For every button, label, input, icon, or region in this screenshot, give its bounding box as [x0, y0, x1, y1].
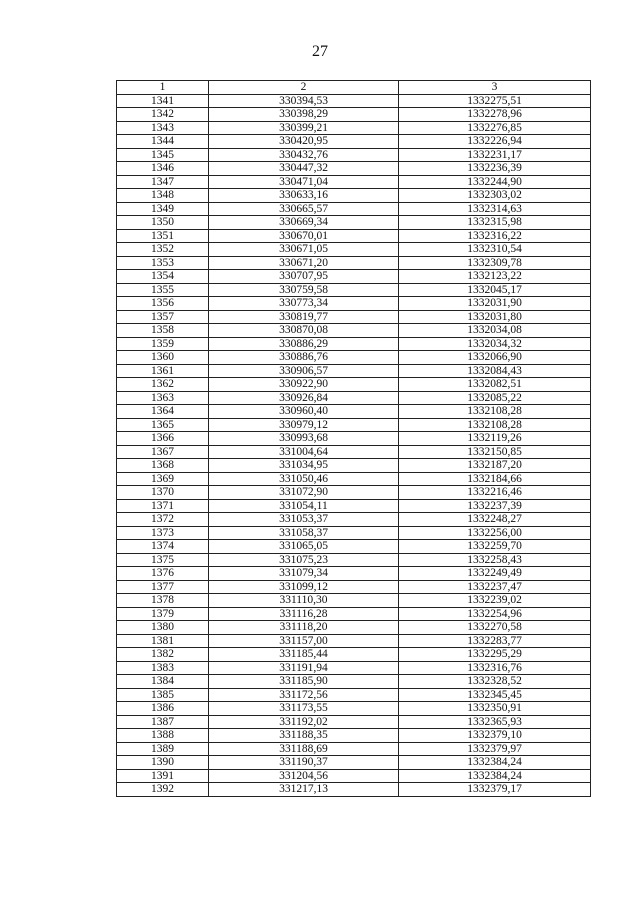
point-number-cell: 1388 — [117, 729, 209, 743]
y-coordinate-cell: 1332031,90 — [399, 297, 591, 311]
table-row — [117, 634, 591, 648]
y-coordinate-cell: 1332283,77 — [399, 634, 591, 648]
table-row — [117, 243, 591, 257]
table-row — [117, 432, 591, 446]
y-coordinate-cell: 1332034,32 — [399, 337, 591, 351]
point-number-cell: 1363 — [117, 391, 209, 405]
y-coordinate-cell: 1332303,02 — [399, 189, 591, 203]
point-number-cell: 1392 — [117, 783, 209, 797]
table-row — [117, 729, 591, 743]
table-row — [117, 621, 591, 635]
table-row — [117, 648, 591, 662]
point-number-cell: 1342 — [117, 108, 209, 122]
table-row — [117, 688, 591, 702]
y-coordinate-cell: 1332082,51 — [399, 378, 591, 392]
y-coordinate-cell: 1332231,17 — [399, 148, 591, 162]
table-header-row — [117, 81, 591, 95]
x-coordinate-cell: 331116,28 — [209, 607, 399, 621]
point-number-cell: 1376 — [117, 567, 209, 581]
table-row — [117, 175, 591, 189]
table-row — [117, 297, 591, 311]
point-number-cell: 1369 — [117, 472, 209, 486]
table-row — [117, 148, 591, 162]
table-row — [117, 553, 591, 567]
point-number-cell: 1355 — [117, 283, 209, 297]
x-coordinate-cell: 330665,57 — [209, 202, 399, 216]
point-number-cell: 1354 — [117, 270, 209, 284]
point-number-cell: 1390 — [117, 756, 209, 770]
point-number-cell: 1377 — [117, 580, 209, 594]
table-row — [117, 459, 591, 473]
table-row — [117, 283, 591, 297]
column-header-1: 1 — [117, 81, 209, 95]
y-coordinate-cell: 1332258,43 — [399, 553, 591, 567]
coordinates-table — [116, 80, 591, 797]
point-number-cell: 1344 — [117, 135, 209, 149]
table-row — [117, 324, 591, 338]
x-coordinate-cell: 331217,13 — [209, 783, 399, 797]
x-coordinate-cell: 330420,95 — [209, 135, 399, 149]
point-number-cell: 1343 — [117, 121, 209, 135]
table-row — [117, 418, 591, 432]
y-coordinate-cell: 1332184,66 — [399, 472, 591, 486]
point-number-cell: 1364 — [117, 405, 209, 419]
y-coordinate-cell: 1332278,96 — [399, 108, 591, 122]
y-coordinate-cell: 1332316,22 — [399, 229, 591, 243]
x-coordinate-cell: 330922,90 — [209, 378, 399, 392]
point-number-cell: 1372 — [117, 513, 209, 527]
x-coordinate-cell: 330399,21 — [209, 121, 399, 135]
point-number-cell: 1375 — [117, 553, 209, 567]
table-row — [117, 567, 591, 581]
table-row — [117, 162, 591, 176]
table-row — [117, 351, 591, 365]
point-number-cell: 1361 — [117, 364, 209, 378]
table-row — [117, 769, 591, 783]
point-number-cell: 1385 — [117, 688, 209, 702]
x-coordinate-cell: 331173,55 — [209, 702, 399, 716]
point-number-cell: 1367 — [117, 445, 209, 459]
x-coordinate-cell: 330759,58 — [209, 283, 399, 297]
table-row — [117, 337, 591, 351]
x-coordinate-cell: 330671,05 — [209, 243, 399, 257]
table-row — [117, 405, 591, 419]
table-body — [117, 94, 591, 796]
point-number-cell: 1382 — [117, 648, 209, 662]
table-row — [117, 189, 591, 203]
point-number-cell: 1341 — [117, 94, 209, 108]
x-coordinate-cell: 330669,34 — [209, 216, 399, 230]
column-header-2: 2 — [209, 81, 399, 95]
x-coordinate-cell: 331075,23 — [209, 553, 399, 567]
y-coordinate-cell: 1332315,98 — [399, 216, 591, 230]
x-coordinate-cell: 331034,95 — [209, 459, 399, 473]
page-number: 27 — [312, 43, 328, 60]
y-coordinate-cell: 1332084,43 — [399, 364, 591, 378]
table-row — [117, 715, 591, 729]
table-row — [117, 526, 591, 540]
x-coordinate-cell: 331110,30 — [209, 594, 399, 608]
y-coordinate-cell: 1332034,08 — [399, 324, 591, 338]
table-row — [117, 270, 591, 284]
y-coordinate-cell: 1332379,17 — [399, 783, 591, 797]
x-coordinate-cell: 330926,84 — [209, 391, 399, 405]
y-coordinate-cell: 1332150,85 — [399, 445, 591, 459]
point-number-cell: 1370 — [117, 486, 209, 500]
y-coordinate-cell: 1332384,24 — [399, 756, 591, 770]
x-coordinate-cell: 330707,95 — [209, 270, 399, 284]
y-coordinate-cell: 1332237,47 — [399, 580, 591, 594]
point-number-cell: 1380 — [117, 621, 209, 635]
point-number-cell: 1352 — [117, 243, 209, 257]
x-coordinate-cell: 330671,20 — [209, 256, 399, 270]
y-coordinate-cell: 1332384,24 — [399, 769, 591, 783]
point-number-cell: 1371 — [117, 499, 209, 513]
point-number-cell: 1373 — [117, 526, 209, 540]
y-coordinate-cell: 1332226,94 — [399, 135, 591, 149]
x-coordinate-cell: 330886,29 — [209, 337, 399, 351]
y-coordinate-cell: 1332244,90 — [399, 175, 591, 189]
x-coordinate-cell: 331188,35 — [209, 729, 399, 743]
point-number-cell: 1350 — [117, 216, 209, 230]
point-number-cell: 1381 — [117, 634, 209, 648]
point-number-cell: 1387 — [117, 715, 209, 729]
y-coordinate-cell: 1332270,58 — [399, 621, 591, 635]
x-coordinate-cell: 330471,04 — [209, 175, 399, 189]
table-row — [117, 594, 591, 608]
point-number-cell: 1383 — [117, 661, 209, 675]
point-number-cell: 1348 — [117, 189, 209, 203]
y-coordinate-cell: 1332379,10 — [399, 729, 591, 743]
point-number-cell: 1345 — [117, 148, 209, 162]
table-row — [117, 742, 591, 756]
point-number-cell: 1391 — [117, 769, 209, 783]
x-coordinate-cell: 331192,02 — [209, 715, 399, 729]
y-coordinate-cell: 1332276,85 — [399, 121, 591, 135]
x-coordinate-cell: 331204,56 — [209, 769, 399, 783]
y-coordinate-cell: 1332123,22 — [399, 270, 591, 284]
point-number-cell: 1378 — [117, 594, 209, 608]
column-header-3: 3 — [399, 81, 591, 95]
y-coordinate-cell: 1332259,70 — [399, 540, 591, 554]
y-coordinate-cell: 1332237,39 — [399, 499, 591, 513]
y-coordinate-cell: 1332314,63 — [399, 202, 591, 216]
y-coordinate-cell: 1332108,28 — [399, 405, 591, 419]
x-coordinate-cell: 331050,46 — [209, 472, 399, 486]
y-coordinate-cell: 1332119,26 — [399, 432, 591, 446]
y-coordinate-cell: 1332085,22 — [399, 391, 591, 405]
point-number-cell: 1362 — [117, 378, 209, 392]
point-number-cell: 1358 — [117, 324, 209, 338]
table-row — [117, 94, 591, 108]
table-row — [117, 607, 591, 621]
x-coordinate-cell: 330886,76 — [209, 351, 399, 365]
table-row — [117, 756, 591, 770]
y-coordinate-cell: 1332066,90 — [399, 351, 591, 365]
point-number-cell: 1379 — [117, 607, 209, 621]
y-coordinate-cell: 1332350,91 — [399, 702, 591, 716]
table-row — [117, 472, 591, 486]
x-coordinate-cell: 330447,32 — [209, 162, 399, 176]
table-row — [117, 702, 591, 716]
point-number-cell: 1386 — [117, 702, 209, 716]
x-coordinate-cell: 330773,34 — [209, 297, 399, 311]
y-coordinate-cell: 1332108,28 — [399, 418, 591, 432]
x-coordinate-cell: 331188,69 — [209, 742, 399, 756]
x-coordinate-cell: 331099,12 — [209, 580, 399, 594]
y-coordinate-cell: 1332379,97 — [399, 742, 591, 756]
x-coordinate-cell: 331079,34 — [209, 567, 399, 581]
y-coordinate-cell: 1332216,46 — [399, 486, 591, 500]
x-coordinate-cell: 331053,37 — [209, 513, 399, 527]
point-number-cell: 1384 — [117, 675, 209, 689]
table-row — [117, 486, 591, 500]
y-coordinate-cell: 1332249,49 — [399, 567, 591, 581]
x-coordinate-cell: 331157,00 — [209, 634, 399, 648]
table-row — [117, 229, 591, 243]
x-coordinate-cell: 331004,64 — [209, 445, 399, 459]
x-coordinate-cell: 330633,16 — [209, 189, 399, 203]
table-row — [117, 580, 591, 594]
point-number-cell: 1368 — [117, 459, 209, 473]
y-coordinate-cell: 1332328,52 — [399, 675, 591, 689]
y-coordinate-cell: 1332310,54 — [399, 243, 591, 257]
table-row — [117, 121, 591, 135]
y-coordinate-cell: 1332256,00 — [399, 526, 591, 540]
x-coordinate-cell: 330960,40 — [209, 405, 399, 419]
x-coordinate-cell: 330670,01 — [209, 229, 399, 243]
point-number-cell: 1353 — [117, 256, 209, 270]
table-row — [117, 445, 591, 459]
y-coordinate-cell: 1332239,02 — [399, 594, 591, 608]
x-coordinate-cell: 330432,76 — [209, 148, 399, 162]
table-row — [117, 216, 591, 230]
point-number-cell: 1346 — [117, 162, 209, 176]
point-number-cell: 1366 — [117, 432, 209, 446]
table-row — [117, 135, 591, 149]
table-row — [117, 540, 591, 554]
table-row — [117, 391, 591, 405]
y-coordinate-cell: 1332309,78 — [399, 256, 591, 270]
table-row — [117, 202, 591, 216]
y-coordinate-cell: 1332275,51 — [399, 94, 591, 108]
table-row — [117, 675, 591, 689]
x-coordinate-cell: 330819,77 — [209, 310, 399, 324]
x-coordinate-cell: 330394,53 — [209, 94, 399, 108]
y-coordinate-cell: 1332316,76 — [399, 661, 591, 675]
x-coordinate-cell: 331191,94 — [209, 661, 399, 675]
table-row — [117, 108, 591, 122]
table-row — [117, 364, 591, 378]
point-number-cell: 1351 — [117, 229, 209, 243]
table-row — [117, 256, 591, 270]
x-coordinate-cell: 331118,20 — [209, 621, 399, 635]
x-coordinate-cell: 330870,08 — [209, 324, 399, 338]
y-coordinate-cell: 1332365,93 — [399, 715, 591, 729]
point-number-cell: 1360 — [117, 351, 209, 365]
x-coordinate-cell: 331172,56 — [209, 688, 399, 702]
x-coordinate-cell: 331058,37 — [209, 526, 399, 540]
table-row — [117, 513, 591, 527]
y-coordinate-cell: 1332248,27 — [399, 513, 591, 527]
point-number-cell: 1359 — [117, 337, 209, 351]
table-row — [117, 378, 591, 392]
y-coordinate-cell: 1332254,96 — [399, 607, 591, 621]
y-coordinate-cell: 1332236,39 — [399, 162, 591, 176]
table-row — [117, 661, 591, 675]
y-coordinate-cell: 1332187,20 — [399, 459, 591, 473]
x-coordinate-cell: 330979,12 — [209, 418, 399, 432]
point-number-cell: 1365 — [117, 418, 209, 432]
x-coordinate-cell: 331185,44 — [209, 648, 399, 662]
y-coordinate-cell: 1332295,29 — [399, 648, 591, 662]
point-number-cell: 1374 — [117, 540, 209, 554]
table-row — [117, 499, 591, 513]
point-number-cell: 1349 — [117, 202, 209, 216]
point-number-cell: 1357 — [117, 310, 209, 324]
x-coordinate-cell: 331065,05 — [209, 540, 399, 554]
point-number-cell: 1356 — [117, 297, 209, 311]
x-coordinate-cell: 330906,57 — [209, 364, 399, 378]
x-coordinate-cell: 331185,90 — [209, 675, 399, 689]
x-coordinate-cell: 331054,11 — [209, 499, 399, 513]
y-coordinate-cell: 1332345,45 — [399, 688, 591, 702]
point-number-cell: 1347 — [117, 175, 209, 189]
table-row — [117, 783, 591, 797]
x-coordinate-cell: 331190,37 — [209, 756, 399, 770]
table-row — [117, 310, 591, 324]
y-coordinate-cell: 1332045,17 — [399, 283, 591, 297]
y-coordinate-cell: 1332031,80 — [399, 310, 591, 324]
x-coordinate-cell: 331072,90 — [209, 486, 399, 500]
x-coordinate-cell: 330993,68 — [209, 432, 399, 446]
point-number-cell: 1389 — [117, 742, 209, 756]
x-coordinate-cell: 330398,29 — [209, 108, 399, 122]
